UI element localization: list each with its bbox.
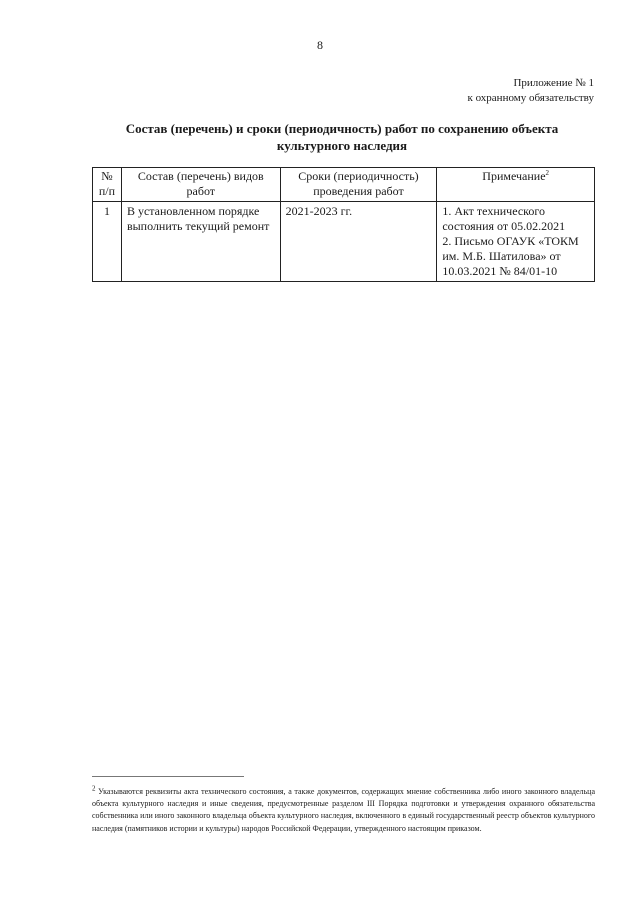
table-header-row bbox=[93, 168, 595, 202]
table-row bbox=[93, 202, 595, 282]
row-composition: В установленном порядке выполнить текущий ремонт bbox=[121, 202, 280, 282]
appendix-number: Приложение № 1 bbox=[513, 77, 594, 89]
header-terms: Сроки (периодичность) проведения работ bbox=[280, 168, 437, 202]
footnote-mark: 2 bbox=[92, 784, 96, 793]
appendix-reference bbox=[467, 76, 594, 106]
row-note bbox=[437, 202, 595, 282]
footnote bbox=[92, 786, 595, 835]
appendix-subtitle: к охранному обязательству bbox=[467, 92, 594, 104]
header-note-footnote-mark: 2 bbox=[545, 169, 550, 177]
footnote-text: Указываются реквизиты акта технического состояния, а также документов, содержащих мнение собственника либо иного законного владельца объекта культурного наследия и иные сведения, предусмотренные разделом III Порядка подготовки и утверждения охранного обязательства собственника или иного законного владельца объекта культурного наследия, включенного в единый государственный реестр объектов культурного наследия (памятников истории и культуры) народов Российской Федерации, утвержденного настоящим приказом. bbox=[92, 787, 595, 833]
row-number: 1 bbox=[93, 202, 122, 282]
header-number-symbol: № bbox=[101, 169, 113, 183]
footnote-separator bbox=[92, 776, 244, 777]
row-terms: 2021-2023 гг. bbox=[280, 202, 437, 282]
header-number-abbr: п/п bbox=[98, 184, 116, 198]
header-note-label: Примечание bbox=[482, 169, 546, 183]
header-number bbox=[93, 168, 122, 202]
row-note-item-1: 1. Акт технического состояния от 05.02.2021 bbox=[442, 204, 566, 233]
header-note bbox=[437, 168, 595, 202]
header-composition: Состав (перечень) видов работ bbox=[121, 168, 280, 202]
row-note-item-2: 2. Письмо ОГАУК «ТОКМ им. М.Б. Шатилова» от 10.03.2021 № 84/01-10 bbox=[442, 234, 579, 278]
document-title: Состав (перечень) и сроки (периодичность) работ по сохранению объекта культурного наследия bbox=[125, 121, 559, 153]
page-number: 8 bbox=[317, 38, 323, 52]
works-table bbox=[92, 167, 595, 282]
